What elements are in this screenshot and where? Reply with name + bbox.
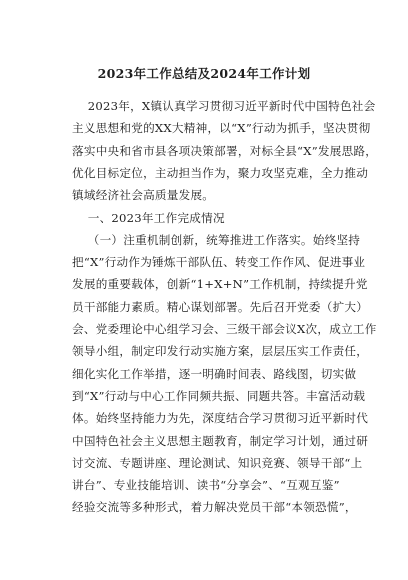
body-text-line: 主义思想和党的XX大精神，以“X”行动为抓手，坚决贯彻 [72,121,371,136]
body-text-line: 体。始终坚持能力为先，深度结合学习贯彻习近平新时代 [72,411,369,426]
body-text-line: （一）注重机制创新，统筹推进工作落实。始终坚持 [72,232,361,247]
body-text-line: 2023年，X镇认真学习贯彻习近平新时代中国特色社会 [72,99,376,113]
body-text-line: 中国特色社会主义思想主题教育，制定学习计划，通过研 [72,433,369,448]
body-text-line: 镇域经济社会高质量发展。 [72,188,215,203]
body-text-line: 到“X”行动与中心工作同频共振、同题共答。丰富活动载 [72,388,366,403]
body-text-line: 一、2023年工作完成情况 [72,210,225,225]
body-text-line: 落实中央和省市县各项决策部署，对标全县“X”发展思路， [72,143,378,158]
body-text-line: 讨交流、专题讲座、理论测试、知识竞赛、领导干部“上 [72,455,363,470]
body-text-line: 细化实化工作举措，逐一明确时间表、路线图，切实做 [72,366,357,381]
body-text-line: 领导小组，制定印发行动实施方案，层层压实工作责任， [72,344,369,359]
body-text-line: 经验交流等多种形式，着力解决党员干部“本领恐慌”， [72,500,357,515]
body-text-line: 优化目标定位，主动担当作为，聚力攻坚克难，全力推动 [72,165,369,180]
body-text-line: 会、党委理论中心组学习会、三级干部会议X次，成立工作 [72,322,377,336]
body-text-line: 讲台”、专业技能培训、读书“分享会”、“互观互鉴” [72,478,340,493]
body-text-line: 把“X”行动作为锤炼干部队伍、转变工作作风、促进事业 [72,255,366,270]
document-title: 2023年工作总结及2024年工作计划 [97,66,311,81]
body-text-line: 发展的重要载体，创新“1+X+N”工作机制，持续提升党 [72,277,368,292]
body-text-line: 员干部能力素质。精心谋划部署。先后召开党委（扩大） [72,299,369,314]
